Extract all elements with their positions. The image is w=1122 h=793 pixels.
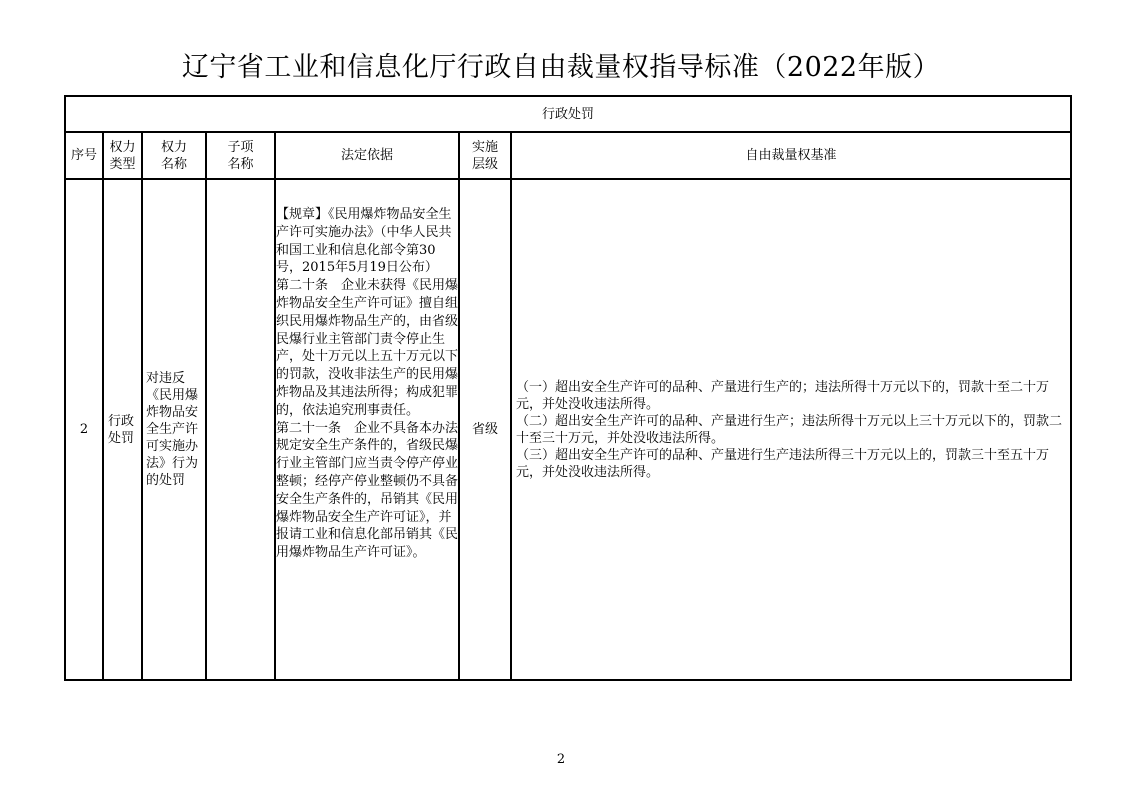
standard-item-2: （二）超出安全生产许可的品种、产量进行生产；违法所得十万元以上三十万元以下的，罚款二十至三十万元，并处没收违法所得。 [516, 413, 1063, 446]
page-number: 2 [556, 752, 566, 767]
header-level: 实施层级 [459, 132, 511, 179]
cell-power-name: 对违反《民用爆炸物品安全生产许可实施办法》行为的处罚 [142, 179, 206, 680]
header-power-type: 权力类型 [103, 132, 142, 179]
cell-sub-item [206, 179, 275, 680]
cell-legal-basis [275, 179, 459, 680]
standard-item-3: （三）超出安全生产许可的品种、产量进行生产违法所得三十万元以上的，罚款三十至五十万元，并处没收违法所得。 [516, 447, 1050, 480]
cell-level: 省级 [459, 179, 511, 680]
document-title: 辽宁省工业和信息化厅行政自由裁量权指导标准（2022年版） [181, 52, 941, 83]
legal-basis-article-21: 第二十一条 企业不具备本办法规定安全生产条件的，省级民爆行业主管部门应当责令停产停业整顿；经停产停业整顿仍不具备安全生产条件的，吊销其《民用爆炸物品安全生产许可证》，并报请工业和信息化部吊销其《民用爆炸物品生产许可证》。 [276, 420, 459, 561]
cell-standard [511, 179, 1071, 680]
section-header-row [65, 96, 1071, 132]
header-standard: 自由裁量权基准 [511, 132, 1071, 179]
table-row [65, 179, 1071, 680]
legal-basis-article-20: 第二十条 企业未获得《民用爆炸物品安全生产许可证》擅自组织民用爆炸物品生产的，由省级民爆行业主管部门责令停止生产，处十万元以上五十万元以下的罚款，没收非法生产的民用爆炸物品及其违法所得；构成犯罪的，依法追究刑事责任。 [276, 278, 459, 418]
legal-basis-source: 【规章】《民用爆炸物品安全生产许可实施办法》（中华人民共和国工业和信息化部令第30号，2015年5月19日公布） [276, 207, 452, 276]
header-legal-basis: 法定依据 [275, 132, 459, 179]
header-power-name: 权力名称 [142, 132, 206, 179]
header-sub-item: 子项名称 [206, 132, 275, 179]
standard-item-1: （一）超出安全生产许可的品种、产量进行生产的；违法所得十万元以下的，罚款十至二十万元，并处没收违法所得。 [516, 379, 1050, 412]
discretion-standard-table [64, 95, 1072, 681]
cell-seq: 2 [65, 179, 103, 680]
cell-power-type: 行政处罚 [103, 179, 142, 680]
header-seq: 序号 [65, 132, 103, 179]
section-title: 行政处罚 [65, 96, 1071, 132]
column-header-row [65, 132, 1071, 179]
